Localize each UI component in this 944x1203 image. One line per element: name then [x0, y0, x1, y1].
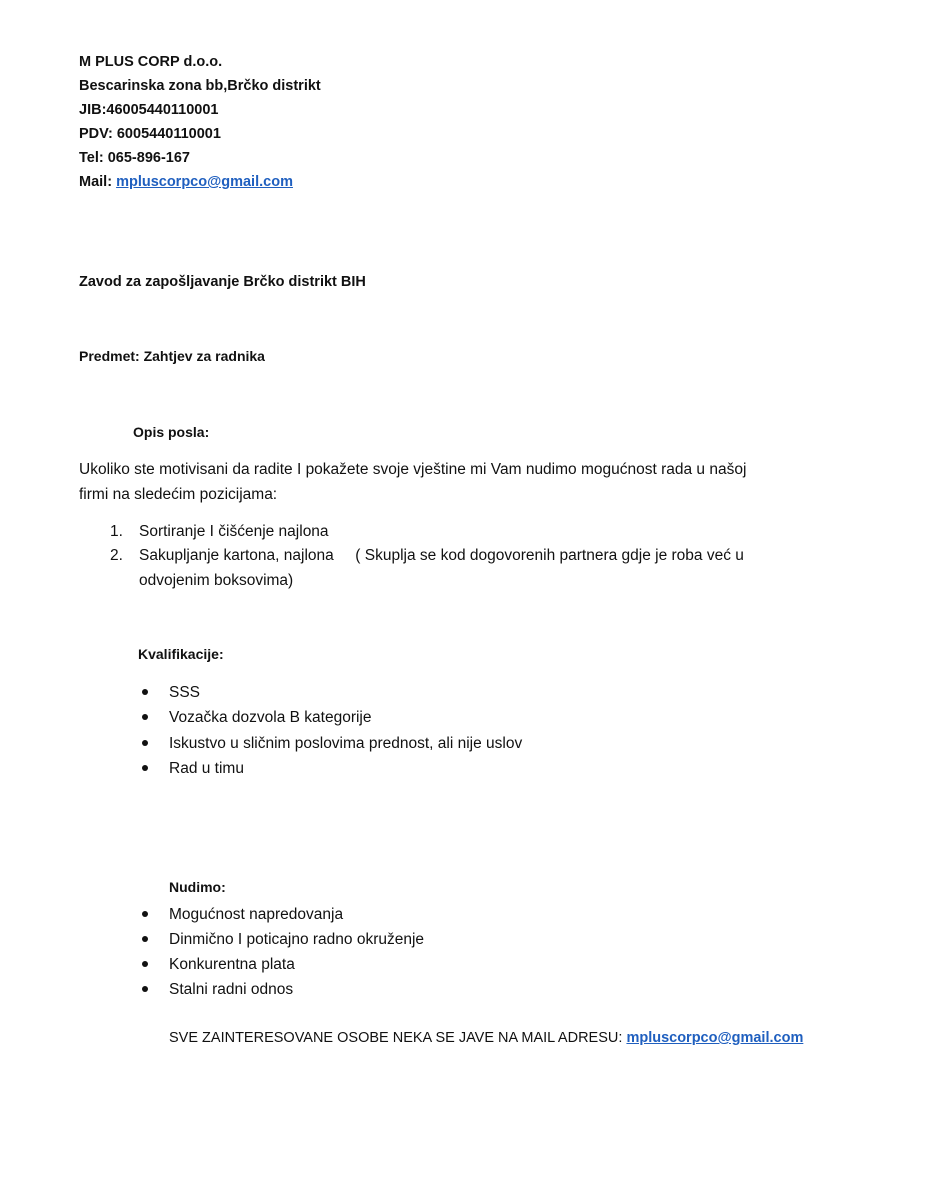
- list-item: [0, 902, 944, 927]
- bullet-icon: [142, 689, 148, 695]
- list-item: [0, 731, 944, 756]
- company-name: M PLUS CORP d.o.o.: [79, 54, 223, 70]
- list-text: Sortiranje I čišćenje najlona: [139, 523, 329, 540]
- company-address: Bescarinska zona bb,Brčko distrikt: [79, 78, 321, 94]
- list-text: Rad u timu: [169, 760, 244, 777]
- list-text: Konkurentna plata: [169, 956, 295, 973]
- list-item: [0, 927, 944, 952]
- bullet-icon: [142, 911, 148, 917]
- list-text: Mogućnost napredovanja: [169, 906, 344, 923]
- list-item: [0, 519, 944, 544]
- bullet-icon: [142, 936, 148, 942]
- header-mail-link[interactable]: mpluscorpco@gmail.com: [116, 174, 293, 190]
- list-item: [0, 756, 944, 781]
- sender-header: [79, 50, 321, 194]
- list-text: Sakupljanje kartona, najlona ( Skuplja se kod dogovorenih partnera gdje je roba već u: [139, 547, 744, 564]
- offer-heading: Nudimo:: [169, 879, 226, 895]
- bullet-icon: [142, 765, 148, 771]
- company-pdv: PDV: 6005440110001: [79, 126, 221, 142]
- bullet-icon: [142, 986, 148, 992]
- list-text: Vozačka dozvola B kategorije: [169, 709, 372, 726]
- mail-label: Mail:: [79, 174, 117, 190]
- job-intro-line2: firmi na sledećim pozicijama:: [79, 486, 278, 503]
- closing-line: [169, 1026, 803, 1050]
- job-intro-line1: Ukoliko ste motivisani da radite I pokažete svoje vještine mi Vam nudimo mogućnost rada u našoj: [79, 461, 747, 478]
- list-item: [0, 543, 944, 568]
- list-number: 2.: [110, 547, 123, 564]
- company-tel: Tel: 065-896-167: [79, 150, 190, 166]
- subject: Predmet: Zahtjev za radnika: [79, 348, 265, 364]
- bullet-icon: [142, 714, 148, 720]
- closing-text: SVE ZAINTERESOVANE OSOBE NEKA SE JAVE NA MAIL ADRESU:: [169, 1030, 627, 1046]
- company-jib: JIB:46005440110001: [79, 102, 219, 118]
- list-text: Iskustvo u sličnim poslovima prednost, ali nije uslov: [169, 735, 523, 752]
- list-item: [0, 977, 944, 1002]
- list-item: [0, 680, 944, 705]
- list-text: SSS: [169, 684, 201, 701]
- list-text-continued: odvojenim boksovima): [139, 572, 294, 589]
- closing-mail-link[interactable]: mpluscorpco@gmail.com: [626, 1030, 804, 1046]
- list-text: Stalni radni odnos: [169, 981, 294, 998]
- bullet-icon: [142, 961, 148, 967]
- recipient: Zavod za zapošljavanje Brčko distrikt BIH: [79, 274, 366, 290]
- bullet-icon: [142, 740, 148, 746]
- list-item: [0, 952, 944, 977]
- list-text: Dinmično I poticajno radno okruženje: [169, 931, 425, 948]
- company-mail-line: [79, 170, 321, 194]
- list-number: 1.: [110, 523, 123, 540]
- qualifications-heading: Kvalifikacije:: [138, 646, 224, 662]
- job-heading: Opis posla:: [133, 424, 210, 440]
- list-item: [0, 705, 944, 730]
